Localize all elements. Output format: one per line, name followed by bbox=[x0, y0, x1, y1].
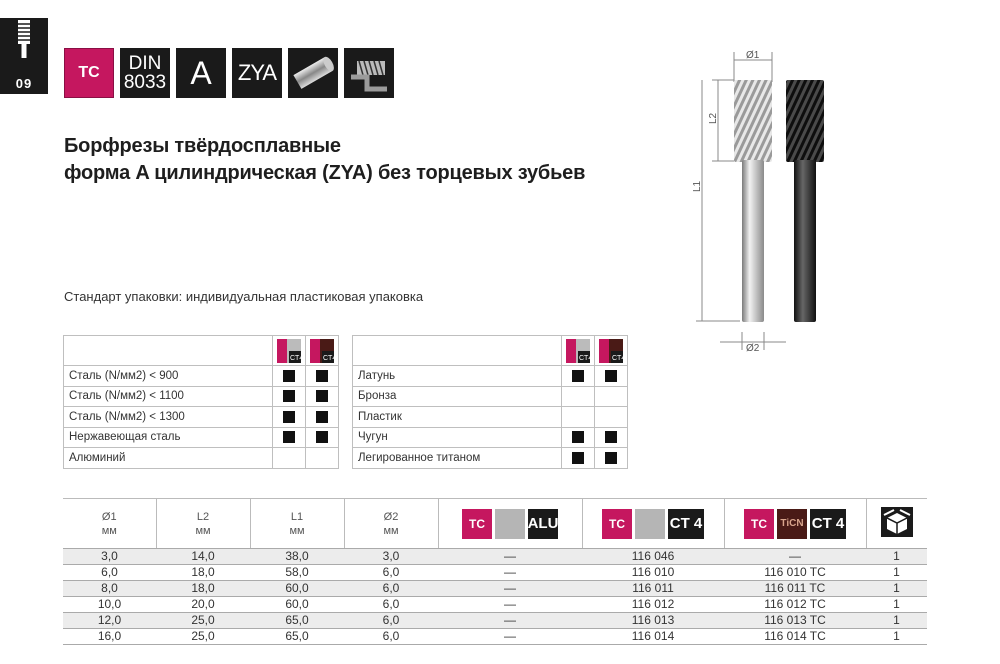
ct4-badge: CT 4 bbox=[810, 509, 846, 539]
cell-alu-article: — bbox=[438, 597, 582, 613]
cut-teeth-icon bbox=[344, 48, 394, 98]
cell-alu-article: — bbox=[438, 629, 582, 645]
spec-header-row bbox=[63, 499, 927, 549]
ct4-badge: CT 4 bbox=[668, 509, 704, 539]
cell-l2: 20,0 bbox=[156, 597, 250, 613]
material-row bbox=[353, 386, 628, 407]
silver-coating-icon bbox=[635, 509, 665, 539]
material-row bbox=[64, 366, 339, 387]
feature-icons bbox=[64, 48, 394, 98]
suitability-cell bbox=[562, 366, 595, 387]
cell-l2: 18,0 bbox=[156, 581, 250, 597]
cell-ct4-article: 116 010 bbox=[582, 565, 724, 581]
suitability-cell bbox=[306, 407, 339, 428]
cell-d1: 12,0 bbox=[63, 613, 156, 629]
cell-d2: 6,0 bbox=[344, 629, 438, 645]
page-title: Борфрезы твёрдосплавные форма A цилиндрическая (ZYA) без торцевых зубьев bbox=[64, 135, 586, 184]
cell-ticn-article: — bbox=[724, 549, 866, 565]
table-header-row bbox=[64, 336, 339, 366]
suitable-mark-icon bbox=[572, 431, 584, 443]
cell-d1: 3,0 bbox=[63, 549, 156, 565]
col-alu bbox=[438, 499, 582, 549]
material-name: Чугун bbox=[353, 427, 562, 448]
cell-ticn-article: 116 014 TC bbox=[724, 629, 866, 645]
suitability-cell bbox=[562, 427, 595, 448]
suitability-cell bbox=[595, 366, 628, 387]
suitability-cell bbox=[273, 407, 306, 428]
tc-icon: TC bbox=[64, 48, 114, 98]
materials-table-right bbox=[352, 335, 628, 469]
material-name: Алюминий bbox=[64, 448, 273, 469]
svg-text:CT4: CT4 bbox=[579, 354, 593, 362]
cell-l1: 65,0 bbox=[250, 613, 344, 629]
cell-d2: 6,0 bbox=[344, 613, 438, 629]
material-name: Сталь (N/мм2) < 1300 bbox=[64, 407, 273, 428]
suitability-cell bbox=[595, 448, 628, 469]
suitable-mark-icon bbox=[283, 431, 295, 443]
cell-d2: 3,0 bbox=[344, 549, 438, 565]
material-name: Сталь (N/мм2) < 1100 bbox=[64, 386, 273, 407]
ticn-badge: TiCN bbox=[777, 509, 807, 539]
material-row bbox=[64, 427, 339, 448]
col-d2: Ø2 мм bbox=[344, 499, 438, 549]
suitability-cell bbox=[562, 386, 595, 407]
table-row bbox=[63, 549, 927, 565]
suitability-cell bbox=[595, 427, 628, 448]
material-name: Нержавеющая сталь bbox=[64, 427, 273, 448]
suitability-cell bbox=[595, 407, 628, 428]
shape-letter-icon: A bbox=[176, 48, 226, 98]
table-row bbox=[63, 597, 927, 613]
cell-package-qty: 1 bbox=[866, 629, 927, 645]
material-row bbox=[64, 407, 339, 428]
packaging-standard: Стандарт упаковки: индивидуальная пластиковая упаковка bbox=[64, 289, 424, 304]
cell-d2: 6,0 bbox=[344, 565, 438, 581]
cell-ticn-article: 116 012 TC bbox=[724, 597, 866, 613]
ct4-ticn-icon bbox=[599, 339, 626, 363]
material-row bbox=[353, 448, 628, 469]
diameter2-label: Ø2 bbox=[746, 343, 760, 354]
suitable-mark-icon bbox=[316, 411, 328, 423]
table-row bbox=[63, 581, 927, 597]
svg-text:CT4: CT4 bbox=[612, 354, 626, 362]
cell-l1: 58,0 bbox=[250, 565, 344, 581]
cell-alu-article: — bbox=[438, 565, 582, 581]
cell-alu-article: — bbox=[438, 613, 582, 629]
package-box-icon bbox=[881, 507, 913, 537]
tc-badge: TC bbox=[462, 509, 492, 539]
ct4-ticn-icon bbox=[310, 339, 337, 363]
suitability-cell bbox=[562, 448, 595, 469]
material-row bbox=[353, 427, 628, 448]
col-l2: L2 мм bbox=[156, 499, 250, 549]
cell-ct4-article: 116 046 bbox=[582, 549, 724, 565]
cell-package-qty: 1 bbox=[866, 581, 927, 597]
col-d1: Ø1 мм bbox=[63, 499, 156, 549]
material-name: Легированное титаном bbox=[353, 448, 562, 469]
suitable-mark-icon bbox=[605, 431, 617, 443]
cell-ct4-article: 116 011 bbox=[582, 581, 724, 597]
svg-text:CT4: CT4 bbox=[290, 354, 304, 362]
material-name: Пластик bbox=[353, 407, 562, 428]
length1-label: L1 bbox=[692, 180, 703, 192]
cell-l2: 14,0 bbox=[156, 549, 250, 565]
silver-coating-icon bbox=[495, 509, 525, 539]
col-ticn bbox=[724, 499, 866, 549]
specification-table bbox=[63, 498, 927, 645]
cell-ct4-article: 116 013 bbox=[582, 613, 724, 629]
length2-label: L2 bbox=[708, 112, 719, 124]
cell-ticn-article: 116 011 TC bbox=[724, 581, 866, 597]
cell-package-qty: 1 bbox=[866, 613, 927, 629]
suitable-mark-icon bbox=[605, 452, 617, 464]
cell-d1: 8,0 bbox=[63, 581, 156, 597]
col-l1: L1 мм bbox=[250, 499, 344, 549]
burr-tool-icon bbox=[18, 20, 30, 58]
cell-d1: 6,0 bbox=[63, 565, 156, 581]
cylinder-shape-icon bbox=[288, 48, 338, 98]
suitable-mark-icon bbox=[316, 431, 328, 443]
material-name: Латунь bbox=[353, 366, 562, 387]
cell-l1: 65,0 bbox=[250, 629, 344, 645]
suitable-mark-icon bbox=[283, 370, 295, 382]
alu-badge: ALU bbox=[528, 509, 558, 539]
suitability-cell bbox=[306, 427, 339, 448]
cell-d1: 16,0 bbox=[63, 629, 156, 645]
col-package bbox=[866, 499, 927, 549]
material-name: Бронза bbox=[353, 386, 562, 407]
cell-ticn-article: 116 013 TC bbox=[724, 613, 866, 629]
col-ct4 bbox=[582, 499, 724, 549]
suitable-mark-icon bbox=[316, 390, 328, 402]
cell-alu-article: — bbox=[438, 549, 582, 565]
cell-d1: 10,0 bbox=[63, 597, 156, 613]
suitability-cell bbox=[273, 427, 306, 448]
suitable-mark-icon bbox=[316, 370, 328, 382]
cell-l1: 38,0 bbox=[250, 549, 344, 565]
table-row bbox=[63, 629, 927, 645]
cell-l1: 60,0 bbox=[250, 581, 344, 597]
material-row bbox=[353, 366, 628, 387]
cell-d2: 6,0 bbox=[344, 581, 438, 597]
diameter1-label: Ø1 bbox=[746, 50, 760, 61]
suitability-cell bbox=[306, 386, 339, 407]
cell-ticn-article: 116 010 TC bbox=[724, 565, 866, 581]
ct4-silver-icon bbox=[566, 339, 593, 363]
suitability-cell bbox=[306, 366, 339, 387]
material-row bbox=[64, 448, 339, 469]
cell-package-qty: 1 bbox=[866, 597, 927, 613]
section-number: 09 bbox=[15, 76, 33, 91]
product-diagram bbox=[690, 48, 850, 353]
cell-l2: 25,0 bbox=[156, 629, 250, 645]
suitability-cell bbox=[273, 386, 306, 407]
materials-table-left bbox=[63, 335, 339, 469]
suitability-cell bbox=[306, 448, 339, 469]
cell-d2: 6,0 bbox=[344, 597, 438, 613]
tc-badge: TC bbox=[744, 509, 774, 539]
suitable-mark-icon bbox=[572, 370, 584, 382]
suitable-mark-icon bbox=[605, 370, 617, 382]
table-row bbox=[63, 565, 927, 581]
cell-package-qty: 1 bbox=[866, 565, 927, 581]
din-standard-icon: DIN 8033 bbox=[120, 48, 170, 98]
table-header-row bbox=[353, 336, 628, 366]
suitability-cell bbox=[595, 386, 628, 407]
suitable-mark-icon bbox=[572, 452, 584, 464]
suitability-cell bbox=[273, 448, 306, 469]
shape-code-icon: ZYA bbox=[232, 48, 282, 98]
tc-badge: TC bbox=[602, 509, 632, 539]
suitable-mark-icon bbox=[283, 411, 295, 423]
table-row bbox=[63, 613, 927, 629]
svg-text:CT4: CT4 bbox=[323, 354, 337, 362]
suitability-cell bbox=[562, 407, 595, 428]
suitable-mark-icon bbox=[283, 390, 295, 402]
cell-alu-article: — bbox=[438, 581, 582, 597]
section-tab bbox=[0, 18, 48, 94]
cell-package-qty: 1 bbox=[866, 549, 927, 565]
cell-l2: 25,0 bbox=[156, 613, 250, 629]
material-name: Сталь (N/мм2) < 900 bbox=[64, 366, 273, 387]
cell-ct4-article: 116 014 bbox=[582, 629, 724, 645]
cell-l1: 60,0 bbox=[250, 597, 344, 613]
cell-ct4-article: 116 012 bbox=[582, 597, 724, 613]
suitability-cell bbox=[273, 366, 306, 387]
material-row bbox=[64, 386, 339, 407]
material-row bbox=[353, 407, 628, 428]
cell-l2: 18,0 bbox=[156, 565, 250, 581]
ct4-silver-icon bbox=[277, 339, 304, 363]
